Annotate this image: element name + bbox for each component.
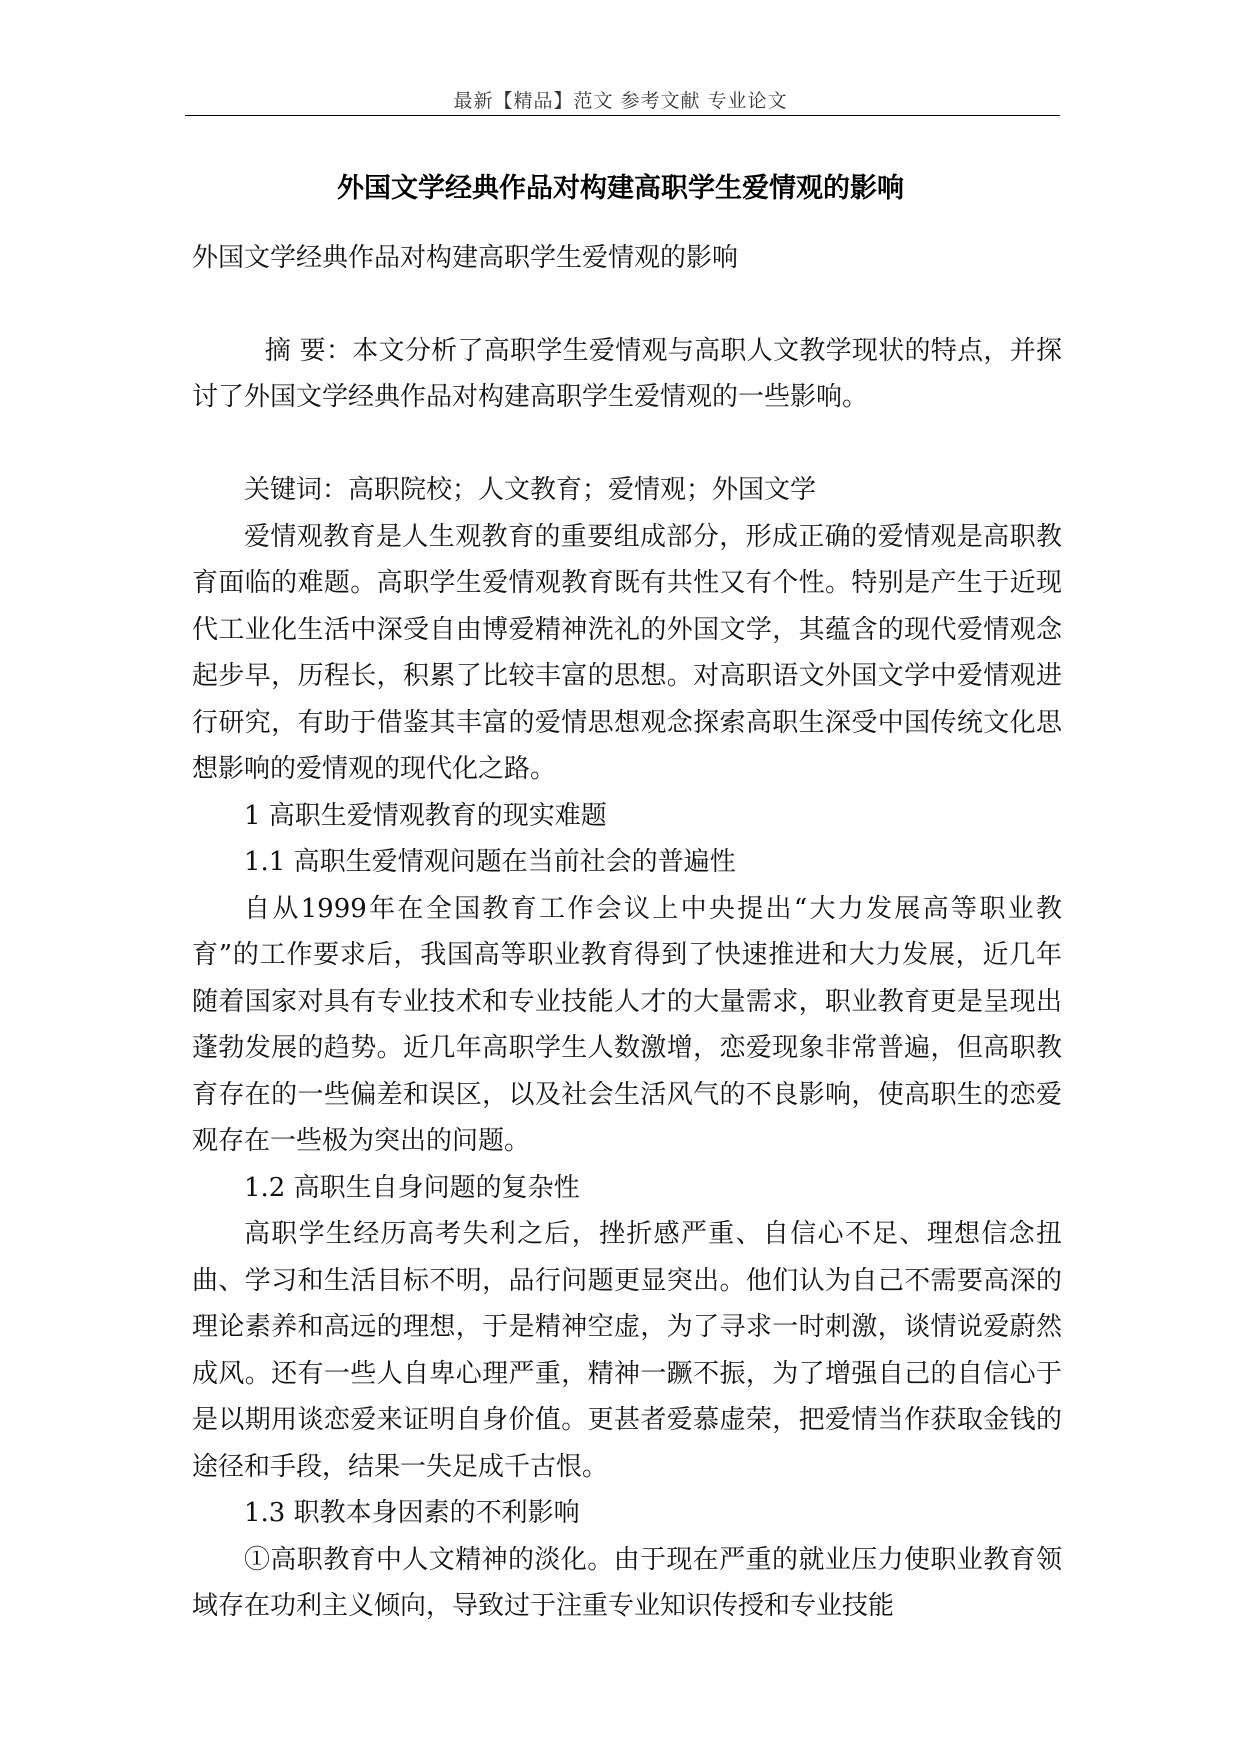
- keywords-line: 关键词：高职院校；人文教育；爱情观；外国文学: [244, 475, 817, 505]
- intro-paragraph: 爱情观教育是人生观教育的重要组成部分，形成正确的爱情观是高职教育面临的难题。高职学生爱情观教育既有共性又有个性。特别是产生于近现代工业化生活中深受自由博爱精神洗礼的外国文学，其蕴含的现代爱情观念起步早，历程长，积累了比较丰富的思想。对高职语文外国文学中爱情观进行研究，有助于借鉴其丰富的爱情思想观念探索高职生深受中国传统文化思想影响的爱情观的现代化之路。: [192, 521, 1062, 784]
- page-header: 最新【精品】范文 参考文献 专业论文: [453, 90, 788, 112]
- spacer: [192, 421, 1062, 468]
- title-spacer: [192, 188, 1062, 235]
- subtitle: 外国文学经典作品对构建高职学生爱情观的影响: [192, 242, 739, 273]
- abstract-paragraph: 摘 要：本文分析了高职学生爱情观与高职人文教学现状的特点，并探讨了外国文学经典作品对构建高职学生爱情观的一些影响。: [192, 335, 1062, 412]
- section-heading-1-3: 1.3 职教本身因素的不利影响: [244, 1498, 580, 1528]
- section-heading-1-1: 1.1 高职生爱情观问题在当前社会的普遍性: [244, 847, 736, 877]
- paragraph-1-2: 高职学生经历高考失利之后，挫折感严重、自信心不足、理想信念扭曲、学习和生活目标不明，品行问题更显突出。他们认为自己不需要高深的理论素养和高远的理想，于是精神空虚，为了寻求一时刺激，谈情说爱蔚然成风。还有一些人自卑心理严重，精神一蹶不振，为了增强自己的自信心于是以期用谈恋爱来证明自身价值。更甚者爱慕虚荣，把爱情当作获取金钱的途径和手段，结果一失足成千古恨。: [192, 1219, 1062, 1482]
- document-body: [192, 188, 1062, 1630]
- section-heading-1: 1 高职生爱情观教育的现实难题: [244, 800, 607, 831]
- header-divider: [185, 115, 1060, 116]
- section-heading-1-2: 1.2 高职生自身问题的复杂性: [244, 1172, 580, 1203]
- paragraph-1-1: 自从1999年在全国教育工作会议上中央提出“大力发展高等职业教育”的工作要求后，我国高等职业教育得到了快速推进和大力发展，近几年随着国家对具有专业技术和专业技能人才的大量需求，职业教育更是呈现出蓬勃发展的趋势。近几年高职学生人数激增，恋爱现象非常普遍，但高职教育存在的一些偏差和误区，以及社会生活风气的不良影响，使高职生的恋爱观存在一些极为突出的问题。: [192, 893, 1062, 1156]
- paragraph-1-3: ①高职教育中人文精神的淡化。由于现在严重的就业压力使职业教育领域存在功利主义倾向，导致过于注重专业知识传授和专业技能: [192, 1544, 1062, 1621]
- document-title: 外国文学经典作品对构建高职学生爱情观的影响: [337, 173, 904, 204]
- spacer: [192, 281, 1062, 328]
